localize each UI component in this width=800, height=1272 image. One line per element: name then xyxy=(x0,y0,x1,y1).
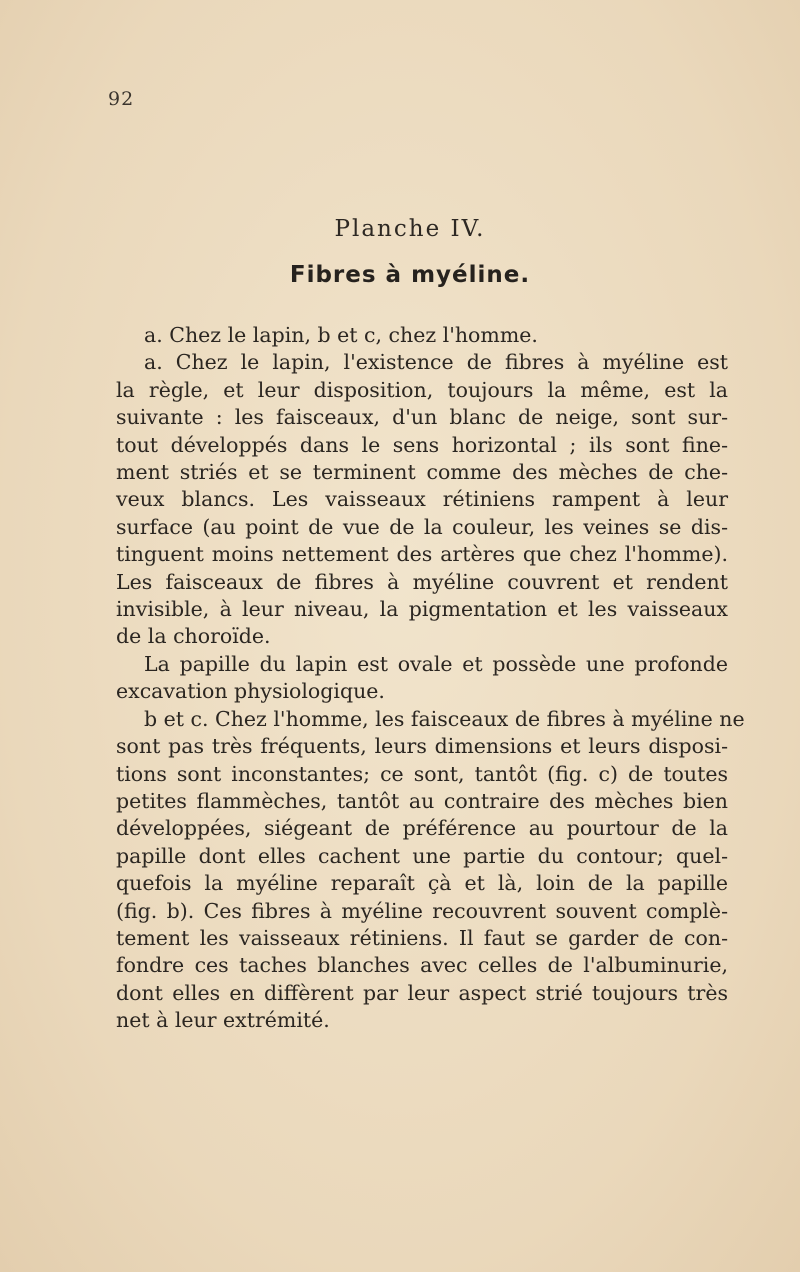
text-line: a. Chez le lapin, b et c, chez l'homme. xyxy=(144,323,538,347)
section-title: Fibres à myéline. xyxy=(289,262,531,288)
text-line: de la choroïde. xyxy=(116,624,271,649)
text-line: veux blancs. Les vaisseaux rétiniens rampent à leur xyxy=(116,487,728,512)
text-line: surface (au point de vue de la couleur, les veines se dis- xyxy=(116,514,728,539)
text-line: excavation physiologique. xyxy=(116,679,385,704)
text-line: sont pas très fréquents, leurs dimensions et leurs disposi- xyxy=(116,734,728,759)
text-line: fondre ces taches blanches avec celles de l'albuminurie, xyxy=(116,953,728,978)
text-line: (fig. b). Ces fibres à myéline recouvrent souvent complè- xyxy=(116,898,728,923)
text-line: la règle, et leur disposition, toujours la même, est la xyxy=(116,377,728,402)
text-line: papille dont elles cachent une partie du contour; quel- xyxy=(116,843,728,868)
text-line: La papille du lapin est ovale et possède une profonde xyxy=(144,651,728,676)
text-line: tinguent moins nettement des artères que chez l'homme). xyxy=(116,542,728,567)
text-line: développées, siégeant de préférence au pourtour de la xyxy=(116,816,728,841)
page-number: 92 xyxy=(108,88,135,110)
plate-label: Planche IV. xyxy=(334,216,486,242)
text-line: b et c. Chez l'homme, les faisceaux de fibres à myéline ne xyxy=(144,706,745,731)
text-line: tout développés dans le sens horizontal ; ils sont fine- xyxy=(116,432,728,457)
text-line: ment striés et se terminent comme des mèches de che- xyxy=(116,460,728,485)
text-line: quefois la myéline reparaît çà et là, loin de la papille xyxy=(116,871,728,896)
text-line: petites flammèches, tantôt au contraire des mèches bien xyxy=(116,788,728,813)
text-line: tions sont inconstantes; ce sont, tantôt (fig. c) de toutes xyxy=(116,761,728,786)
text-line: suivante : les faisceaux, d'un blanc de neige, sont sur- xyxy=(116,405,728,430)
text-line: Les faisceaux de fibres à myéline couvrent et rendent xyxy=(116,569,728,594)
text-line: invisible, à leur niveau, la pigmentation et les vaisseaux xyxy=(116,597,728,622)
text-line: a. Chez le lapin, l'existence de fibres à myéline est xyxy=(144,350,728,375)
text-line: net à leur extrémité. xyxy=(116,1008,330,1033)
text-line: dont elles en diffèrent par leur aspect strié toujours très xyxy=(116,980,728,1005)
text-line: tement les vaisseaux rétiniens. Il faut se garder de con- xyxy=(116,925,728,950)
body-text xyxy=(116,322,745,1035)
